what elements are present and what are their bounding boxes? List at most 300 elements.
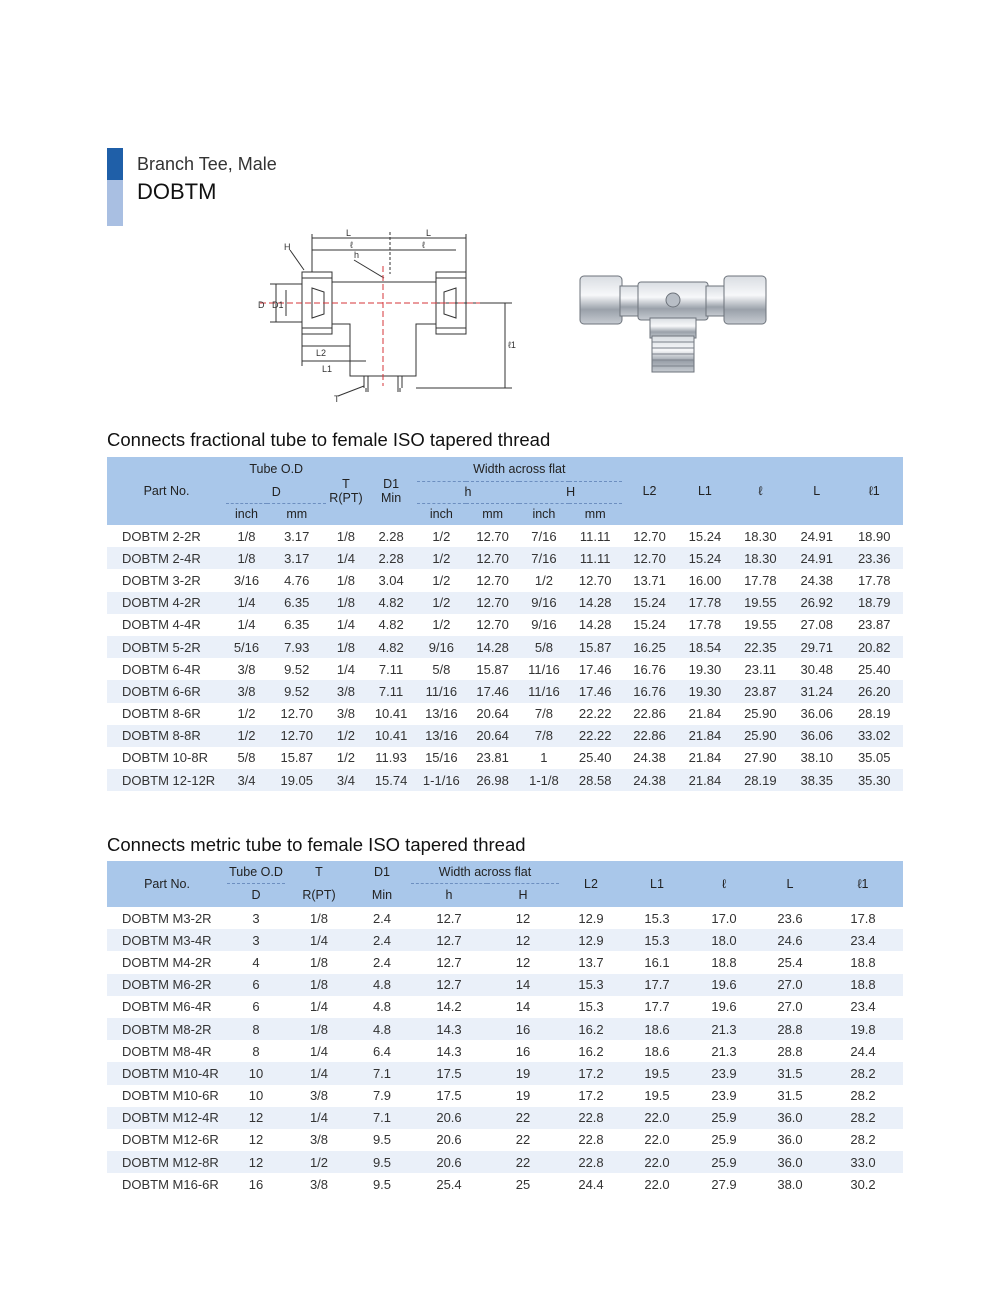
table-cell: 15.24 — [633, 617, 666, 633]
product-photo — [576, 266, 772, 376]
table-cell: 1-1/8 — [519, 769, 568, 791]
table-cell: 12.7 — [436, 954, 462, 970]
table-cell: 24.4 — [850, 1043, 876, 1059]
table-cell: 3 — [227, 929, 285, 951]
table-row — [107, 636, 903, 658]
table-cell: 1/2 — [336, 750, 355, 766]
table-cell: 12.70 — [476, 572, 509, 588]
table-cell: 27.9 — [711, 1176, 737, 1192]
header-inch: inch — [226, 503, 267, 525]
table-cell: 9.5 — [353, 1151, 411, 1173]
table-cell: 23.11 — [744, 661, 777, 677]
table-cell: 2.4 — [353, 929, 411, 951]
part-number-cell: DOBTM 3-2R — [122, 572, 201, 588]
table-cell: 12.70 — [578, 572, 612, 588]
part-number-cell: DOBTM M10-6R — [122, 1088, 219, 1104]
header-mm: mm — [267, 503, 326, 525]
table-cell: 22.22 — [578, 706, 612, 722]
table-cell: 36.06 — [800, 706, 834, 722]
header-d1-min: Min — [353, 883, 411, 907]
part-number-cell: DOBTM M12-6R — [122, 1132, 219, 1148]
table-cell: 36.0 — [777, 1132, 803, 1148]
table-cell: 1 — [540, 750, 548, 766]
table-cell: 1/8 — [326, 592, 365, 614]
table-cell: 14.2 — [436, 999, 462, 1015]
table-cell: 15.24 — [677, 547, 732, 569]
header-l1: L1 — [677, 457, 732, 525]
part-number-cell: DOBTM M4-2R — [122, 954, 212, 970]
header-inch: inch — [519, 503, 568, 525]
table-cell: 12.70 — [622, 547, 677, 569]
header-tube-od: Tube O.D — [226, 457, 327, 481]
header-ell1: ℓ1 — [823, 861, 903, 907]
table-cell: 15.87 — [476, 661, 509, 677]
table-cell: 18.6 — [623, 1018, 691, 1040]
table-cell: 4 — [252, 954, 260, 970]
table-cell: 8 — [252, 1043, 260, 1059]
table-cell: 5/8 — [519, 636, 568, 658]
table-cell: 28.19 — [733, 769, 788, 791]
table-cell: 11.11 — [579, 528, 611, 544]
header-l2: L2 — [559, 861, 623, 907]
table-cell: 19.6 — [691, 974, 757, 996]
table-cell: 18.79 — [845, 592, 903, 614]
table-cell: 12.70 — [466, 592, 519, 614]
table-cell: 22 — [487, 1107, 559, 1129]
table-cell: 21.3 — [711, 1043, 737, 1059]
table-cell: 1-1/16 — [417, 769, 466, 791]
table-cell: 18.0 — [691, 929, 757, 951]
table-cell: 1/4 — [336, 617, 355, 633]
diagram-label: ℓ — [422, 240, 425, 250]
table-cell: 28.8 — [777, 1043, 803, 1059]
table-cell: 9/16 — [519, 592, 568, 614]
table-cell: 28.2 — [823, 1107, 903, 1129]
table-cell: 12 — [248, 1132, 264, 1148]
table-cell: 24.4 — [578, 1176, 604, 1192]
table-cell: 6.35 — [267, 592, 326, 614]
table-cell: 36.0 — [757, 1107, 823, 1129]
table-cell: 19 — [515, 1088, 531, 1104]
table-cell: 24.38 — [800, 572, 834, 588]
table-cell: 4.82 — [365, 592, 416, 614]
table-cell: 14 — [515, 999, 531, 1015]
diagram-label: H — [284, 242, 291, 252]
table-cell: 9/16 — [531, 617, 557, 633]
table-cell: 22.8 — [559, 1107, 623, 1129]
table-cell: 7.9 — [372, 1088, 392, 1104]
table-cell: 12.70 — [476, 528, 509, 544]
table-cell: 28.58 — [569, 769, 622, 791]
table-cell: 16.2 — [578, 1043, 604, 1059]
table-cell: 21.84 — [677, 769, 732, 791]
table-cell: 25.90 — [744, 706, 777, 722]
table-row — [107, 1173, 903, 1195]
table-cell: 23.87 — [733, 680, 788, 702]
table-cell: 18.30 — [744, 528, 777, 544]
header-part-no: Part No. — [107, 861, 227, 907]
table-cell: 1/4 — [285, 929, 353, 951]
table-cell: 11/16 — [519, 680, 568, 702]
table-cell: 10 — [248, 1088, 264, 1104]
table-cell: 17.46 — [578, 661, 612, 677]
part-number-cell: DOBTM 5-2R — [107, 636, 226, 658]
part-number-cell: DOBTM M12-4R — [107, 1107, 227, 1129]
table-row — [107, 1151, 903, 1173]
table-cell: 26.92 — [788, 592, 845, 614]
table-cell: 21.84 — [688, 706, 722, 722]
table-cell: 23.4 — [823, 929, 903, 951]
table-cell: 14.28 — [569, 592, 622, 614]
table-cell: 35.05 — [857, 750, 891, 766]
table-cell: 4.82 — [365, 636, 416, 658]
table-cell: 18.54 — [677, 636, 732, 658]
table-cell: 19.5 — [623, 1062, 691, 1084]
header-d: D — [227, 883, 285, 907]
table-cell: 1/8 — [237, 528, 256, 544]
table-cell: 27.0 — [777, 999, 803, 1015]
table-cell: 17.5 — [436, 1088, 462, 1104]
product-title: DOBTM — [137, 179, 217, 204]
table-cell: 12 — [515, 954, 531, 970]
table-cell: 11/16 — [528, 661, 560, 677]
header-L: L — [788, 457, 845, 525]
table-cell: 20.6 — [411, 1107, 487, 1129]
table-cell: 3/8 — [326, 680, 365, 702]
table-cell: 17.2 — [559, 1062, 623, 1084]
table-cell: 1/4 — [336, 661, 355, 677]
diagram-label: L2 — [316, 348, 327, 358]
header-t: T — [285, 861, 353, 883]
table-cell: 14.3 — [436, 1043, 462, 1059]
table-cell: 7.93 — [267, 636, 326, 658]
table-cell: 33.02 — [845, 725, 903, 747]
header-mm: mm — [569, 503, 622, 525]
table-cell: 5/8 — [237, 750, 256, 766]
part-number-cell: DOBTM M6-2R — [107, 974, 227, 996]
diagram-label: L1 — [322, 364, 333, 374]
table-cell: 23.36 — [845, 547, 903, 569]
table-cell: 16.1 — [644, 954, 670, 970]
part-number-cell: DOBTM M12-8R — [107, 1151, 227, 1173]
table-cell: 10.41 — [374, 706, 408, 722]
table-cell: 17.46 — [569, 680, 622, 702]
table-cell: 15.3 — [578, 999, 604, 1015]
table-row — [107, 680, 903, 702]
table-cell: 20.6 — [436, 1132, 462, 1148]
table-cell: 9.52 — [267, 680, 326, 702]
table-row — [107, 725, 903, 747]
table-cell: 18.30 — [733, 547, 788, 569]
diagram-label: L — [346, 228, 352, 238]
table-cell: 3/4 — [326, 769, 365, 791]
table-row — [107, 703, 903, 725]
table-cell: 30.2 — [850, 1176, 876, 1192]
table-cell: 24.38 — [622, 769, 677, 791]
header-H: H — [519, 481, 622, 503]
table-cell: 6.35 — [284, 617, 310, 633]
section-title-metric: Connects metric tube to female ISO tapered thread — [107, 834, 526, 855]
header-ell: ℓ — [691, 861, 757, 907]
table-cell: 15.3 — [623, 929, 691, 951]
table-cell: 2.28 — [365, 547, 416, 569]
table-cell: 4.82 — [378, 617, 404, 633]
table-cell: 12.70 — [476, 617, 509, 633]
table-cell: 12.70 — [466, 547, 519, 569]
table-row — [107, 951, 903, 973]
table-cell: 1/2 — [534, 572, 553, 588]
table-cell: 5/8 — [432, 661, 451, 677]
table-row — [107, 1018, 903, 1040]
header-tube-od: Tube O.D — [227, 861, 285, 883]
table-cell: 22 — [487, 1151, 559, 1173]
table-cell: 22.0 — [623, 1151, 691, 1173]
table-cell: 24.91 — [788, 547, 845, 569]
table-cell: 17.78 — [677, 592, 732, 614]
table-cell: 7.1 — [353, 1062, 411, 1084]
diagram-label: T — [334, 394, 340, 404]
table-cell: 17.5 — [411, 1062, 487, 1084]
table-cell: 1/2 — [432, 528, 451, 544]
header-ell: ℓ — [733, 457, 788, 525]
table-cell: 15/16 — [425, 750, 458, 766]
table-cell: 22.0 — [644, 1132, 670, 1148]
table-cell: 3/4 — [226, 769, 267, 791]
table-cell: 16.00 — [688, 572, 722, 588]
table-cell: 25.90 — [733, 725, 788, 747]
table-cell: 7.11 — [365, 680, 416, 702]
table-cell: 7/16 — [531, 528, 557, 544]
table-cell: 23.6 — [777, 910, 803, 926]
table-cell: 7/8 — [534, 706, 553, 722]
part-number-cell: DOBTM 12-12R — [107, 769, 226, 791]
header-l2: L2 — [622, 457, 677, 525]
table-cell: 23.9 — [691, 1062, 757, 1084]
table-cell: 3.04 — [378, 572, 404, 588]
table-cell: 30.48 — [800, 661, 834, 677]
table-cell: 1/8 — [326, 636, 365, 658]
table-cell: 14.3 — [411, 1018, 487, 1040]
table-row — [107, 614, 903, 636]
part-number-cell: DOBTM M8-4R — [122, 1043, 212, 1059]
table-cell: 7.11 — [378, 661, 404, 677]
table-cell: 7/8 — [519, 725, 568, 747]
table-row — [107, 1040, 903, 1062]
table-cell: 1/2 — [417, 592, 466, 614]
table-cell: 19.8 — [823, 1018, 903, 1040]
table-cell: 22.35 — [733, 636, 788, 658]
table-cell: 12.9 — [578, 910, 604, 926]
part-number-cell: DOBTM M8-2R — [107, 1018, 227, 1040]
table-cell: 28.2 — [850, 1088, 876, 1104]
table-cell: 7.1 — [353, 1107, 411, 1129]
table-cell: 6 — [227, 974, 285, 996]
table-cell: 24.91 — [800, 528, 834, 544]
header-d1: D1 — [353, 861, 411, 883]
diagram-label: D1 — [272, 300, 284, 310]
table-cell: 23.4 — [850, 999, 876, 1015]
header-d: D — [226, 481, 327, 503]
table-cell: 14.28 — [578, 617, 612, 633]
header-width-across-flat: Width across flat — [411, 861, 559, 883]
table-cell: 23.87 — [857, 617, 891, 633]
header-d1: D1 Min — [365, 457, 416, 525]
table-cell: 1/4 — [326, 547, 365, 569]
table-cell: 3 — [252, 910, 260, 926]
table-cell: 19.55 — [744, 617, 777, 633]
table-cell: 17.46 — [466, 680, 519, 702]
table-cell: 3/8 — [309, 1176, 329, 1192]
header-h: h — [411, 883, 487, 907]
table-cell: 3/8 — [237, 661, 256, 677]
table-cell: 17.78 — [688, 617, 722, 633]
table-cell: 1/2 — [237, 706, 256, 722]
table-cell: 1/4 — [285, 1062, 353, 1084]
table-cell: 16.2 — [559, 1018, 623, 1040]
table-cell: 19.30 — [677, 680, 732, 702]
table-cell: 12.7 — [411, 974, 487, 996]
part-number-cell: DOBTM 6-4R — [122, 661, 201, 677]
table-cell: 9.52 — [284, 661, 310, 677]
table-cell: 1/8 — [309, 910, 329, 926]
table-cell: 9/16 — [417, 636, 466, 658]
metric-table — [107, 861, 903, 1195]
header-l1: L1 — [623, 861, 691, 907]
table-cell: 18.8 — [711, 954, 737, 970]
part-number-cell: DOBTM M3-2R — [122, 910, 212, 926]
table-cell: 25.40 — [857, 661, 891, 677]
table-row — [107, 592, 903, 614]
accent-bar-light — [107, 180, 123, 226]
table-cell: 10 — [227, 1062, 285, 1084]
table-cell: 20.82 — [845, 636, 903, 658]
table-cell: 1/8 — [285, 1018, 353, 1040]
table-cell: 11/16 — [417, 680, 466, 702]
header-t-rpt: R(PT) — [285, 883, 353, 907]
table-cell: 19.05 — [267, 769, 326, 791]
table-cell: 12 — [515, 910, 531, 926]
table-cell: 17.7 — [644, 999, 670, 1015]
table-cell: 31.5 — [757, 1062, 823, 1084]
table-cell: 12.70 — [633, 528, 666, 544]
table-cell: 25.9 — [711, 1132, 737, 1148]
table-cell: 35.30 — [845, 769, 903, 791]
table-cell: 15.74 — [365, 769, 416, 791]
table-cell: 16.76 — [622, 680, 677, 702]
table-cell: 19.30 — [688, 661, 722, 677]
table-cell: 4.8 — [353, 974, 411, 996]
table-cell: 10.41 — [365, 725, 416, 747]
header-t: T R(PT) — [326, 457, 365, 525]
table-cell: 12.9 — [559, 929, 623, 951]
table-cell: 25.4 — [777, 954, 803, 970]
table-row — [107, 907, 903, 929]
table-cell: 13.7 — [578, 954, 604, 970]
table-cell: 36.0 — [757, 1151, 823, 1173]
table-row — [107, 1107, 903, 1129]
table-cell: 9.5 — [372, 1176, 392, 1192]
header-part-no: Part No. — [107, 457, 226, 525]
table-cell: 15.24 — [622, 592, 677, 614]
table-cell: 12 — [487, 929, 559, 951]
header-ell1: ℓ1 — [845, 457, 903, 525]
table-cell: 17.8 — [850, 910, 876, 926]
table-cell: 25.9 — [691, 1151, 757, 1173]
table-cell: 1/8 — [226, 547, 267, 569]
table-cell: 13/16 — [425, 706, 458, 722]
table-cell: 5/16 — [226, 636, 267, 658]
table-cell: 12 — [227, 1107, 285, 1129]
table-row — [107, 1062, 903, 1084]
table-cell: 3/8 — [309, 1088, 329, 1104]
table-cell: 18.8 — [823, 974, 903, 996]
table-cell: 18.90 — [857, 528, 891, 544]
table-cell: 19.6 — [711, 999, 737, 1015]
table-cell: 22.86 — [633, 706, 666, 722]
table-cell: 33.0 — [823, 1151, 903, 1173]
table-cell: 23.81 — [476, 750, 509, 766]
table-cell: 1/4 — [309, 999, 329, 1015]
table-cell: 12.70 — [280, 706, 314, 722]
section-title-fractional: Connects fractional tube to female ISO tapered thread — [107, 429, 551, 450]
table-cell: 21.84 — [677, 725, 732, 747]
table-row — [107, 1085, 903, 1107]
part-number-cell: DOBTM 4-4R — [122, 617, 201, 633]
header-h: h — [417, 481, 520, 503]
table-cell: 3.17 — [267, 547, 326, 569]
table-cell: 18.6 — [644, 1043, 670, 1059]
table-cell: 15.3 — [559, 974, 623, 996]
diagram-label: ℓ1 — [508, 340, 516, 350]
table-cell: 15.24 — [688, 528, 722, 544]
part-number-cell: DOBTM 4-2R — [107, 592, 226, 614]
table-cell: 16 — [487, 1018, 559, 1040]
table-cell: 16 — [515, 1043, 531, 1059]
table-cell: 18.8 — [850, 954, 876, 970]
table-row — [107, 658, 903, 680]
table-cell: 4.8 — [372, 999, 392, 1015]
table-cell: 1/4 — [226, 592, 267, 614]
table-cell: 28.8 — [757, 1018, 823, 1040]
table-cell: 22.8 — [578, 1132, 604, 1148]
table-cell: 15.87 — [569, 636, 622, 658]
table-cell: 22.0 — [623, 1107, 691, 1129]
table-cell: 17.7 — [623, 974, 691, 996]
diagram-label: h — [354, 250, 360, 260]
header-width-across-flat: Width across flat — [417, 457, 622, 481]
table-cell: 25.4 — [436, 1176, 462, 1192]
table-cell: 1/2 — [417, 547, 466, 569]
table-row — [107, 974, 903, 996]
table-cell: 20.6 — [411, 1151, 487, 1173]
table-cell: 11.93 — [375, 750, 407, 766]
header-L: L — [757, 861, 823, 907]
table-row — [107, 996, 903, 1018]
table-cell: 3/8 — [226, 680, 267, 702]
table-cell: 22.0 — [644, 1176, 670, 1192]
product-subtitle: Branch Tee, Male — [137, 154, 277, 174]
table-cell: 16.25 — [622, 636, 677, 658]
diagram-label: L — [426, 228, 432, 238]
table-cell: 16.76 — [633, 661, 666, 677]
table-cell: 17.0 — [711, 910, 737, 926]
table-cell: 20.64 — [466, 725, 519, 747]
fractional-table — [107, 457, 903, 791]
part-number-cell: DOBTM 8-8R — [107, 725, 226, 747]
part-number-cell: DOBTM 6-6R — [107, 680, 226, 702]
table-cell: 4.76 — [284, 572, 310, 588]
table-row — [107, 525, 903, 547]
